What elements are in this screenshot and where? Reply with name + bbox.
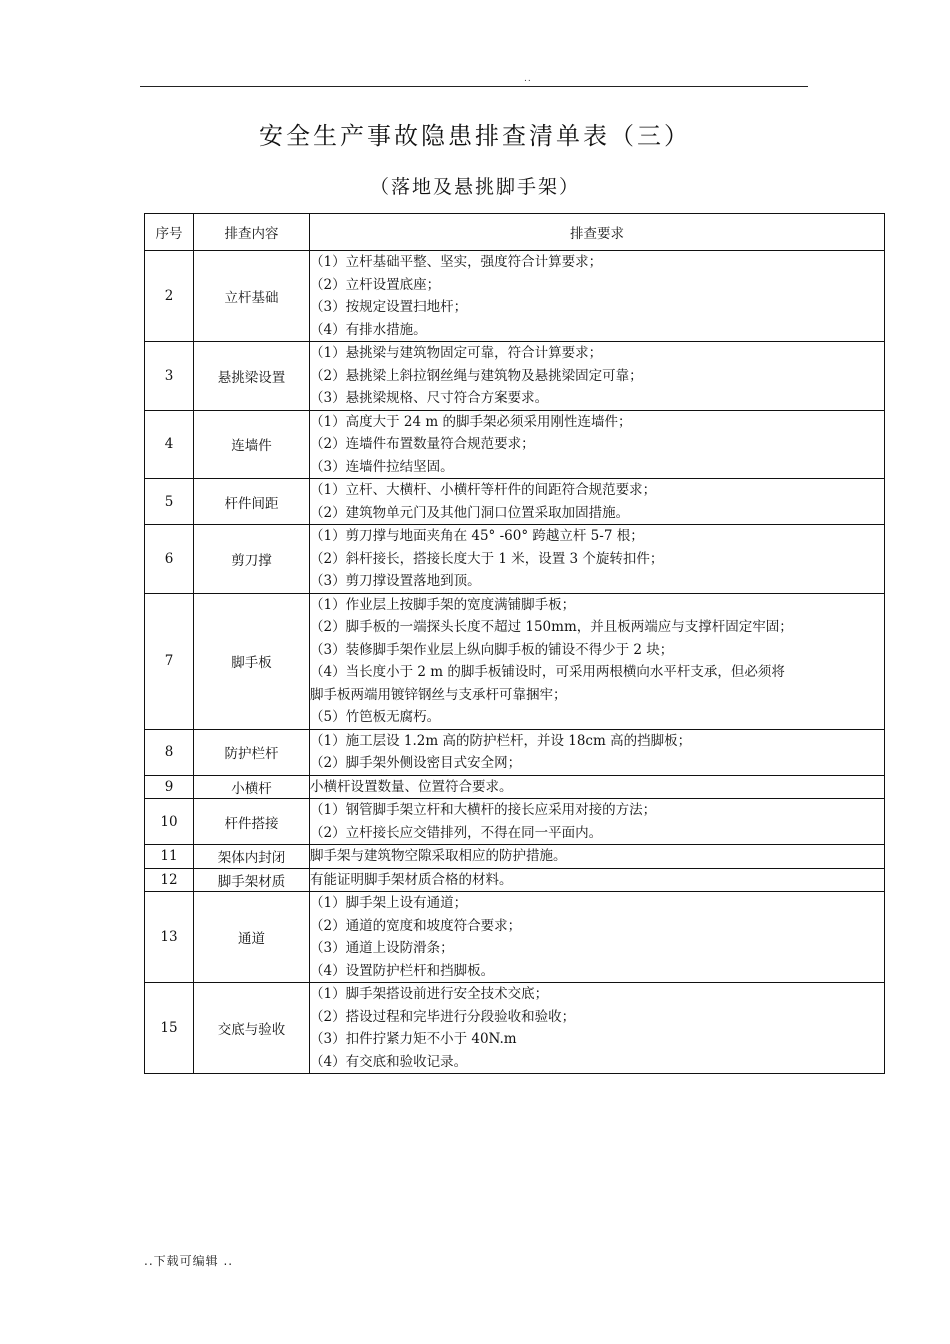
- requirement-line: （1）钢管脚手架立杆和大横杆的接长应采用对接的方法；: [310, 802, 657, 818]
- requirement-line: （2）脚手架外侧设密目式安全网；: [310, 755, 522, 771]
- row-number: 2: [145, 251, 194, 342]
- table-row: [145, 892, 885, 983]
- table-row: [145, 799, 885, 845]
- row-requirements: [310, 799, 885, 845]
- row-item: 通道: [194, 892, 310, 983]
- row-requirements: [310, 251, 885, 342]
- row-item: 脚手板: [194, 593, 310, 729]
- requirement-line: （2）立杆接长应交错排列，不得在同一平面内。: [310, 824, 603, 841]
- row-requirements: [310, 593, 885, 729]
- row-item: 防护栏杆: [194, 729, 310, 775]
- requirement-line: （5）竹笆板无腐朽。: [310, 709, 441, 725]
- row-number: 7: [145, 593, 194, 729]
- row-item: 杆件搭接: [194, 799, 310, 845]
- row-item: 立杆基础: [194, 251, 310, 342]
- requirement-line: （1）脚手架上设有通道；: [310, 895, 468, 911]
- requirement-line: （4）有排水措施。: [310, 321, 427, 338]
- row-item: 剪刀撑: [194, 525, 310, 594]
- row-requirements: [310, 410, 885, 479]
- requirement-line: （2）建筑物单元门及其他门洞口位置采取加固措施。: [310, 504, 630, 521]
- header-dots: ..: [524, 74, 532, 84]
- table-row: [145, 775, 885, 799]
- table-row: [145, 868, 885, 892]
- table-row: [145, 729, 885, 775]
- row-requirements: [310, 983, 885, 1074]
- table-row: [145, 479, 885, 525]
- row-item: 脚手架材质: [194, 868, 310, 892]
- row-number: 13: [145, 892, 194, 983]
- requirement-line: （2）立杆设置底座；: [310, 276, 441, 293]
- requirement-line: （4）当长度小于 2 m 的脚手板铺设时，可采用两根横向水平杆支承，但必须将: [310, 664, 785, 680]
- requirement-line: （3）按规定设置扫地杆；: [310, 299, 468, 315]
- row-item: 交底与验收: [194, 983, 310, 1074]
- row-item: 架体内封闭: [194, 845, 310, 869]
- row-number: 3: [145, 342, 194, 411]
- row-item: 小横杆: [194, 775, 310, 799]
- requirement-line: （1）悬挑梁与建筑物固定可靠，符合计算要求；: [310, 345, 603, 361]
- row-requirements: [310, 775, 885, 799]
- document-subtitle: （落地及悬挑脚手架）: [369, 176, 580, 198]
- requirement-line: 脚手架与建筑物空隙采取相应的防护措施。: [310, 848, 567, 864]
- row-item: 悬挑梁设置: [194, 342, 310, 411]
- row-number: 11: [145, 845, 194, 869]
- row-number: 15: [145, 983, 194, 1074]
- table-row: [145, 342, 885, 411]
- requirement-line: （3）连墙件拉结坚固。: [310, 458, 454, 475]
- table-row: [145, 251, 885, 342]
- requirement-line: 小横杆设置数量、位置符合要求。: [310, 778, 513, 795]
- requirement-line: （2）通道的宽度和坡度符合要求；: [310, 917, 522, 934]
- row-item: 杆件间距: [194, 479, 310, 525]
- row-requirements: [310, 868, 885, 892]
- requirement-line: （1）施工层设 1.2m 高的防护栏杆，并设 18cm 高的挡脚板；: [310, 732, 692, 749]
- requirement-line: （2）搭设过程和完毕进行分段验收和验收；: [310, 1008, 576, 1025]
- requirement-line: （2）斜杆接长，搭接长度大于 1 米，设置 3 个旋转扣件；: [310, 550, 664, 567]
- table-row: [145, 410, 885, 479]
- requirement-line: 脚手板两端用镀锌钢丝与支承杆可靠捆牢；: [310, 686, 567, 703]
- requirement-line: （3）扣件拧紧力矩不小于 40N.m: [310, 1031, 517, 1047]
- row-number: 6: [145, 525, 194, 594]
- requirement-line: 有能证明脚手架材质合格的材料。: [310, 871, 513, 888]
- requirement-line: （3）剪刀撑设置落地到顶。: [310, 573, 481, 589]
- checklist-table: [144, 213, 885, 1074]
- table-row: [145, 593, 885, 729]
- requirement-line: （1）剪刀撑与地面夹角在 45° -60° 跨越立杆 5-7 根；: [310, 528, 644, 544]
- requirement-line: （3）悬挑梁规格、尺寸符合方案要求。: [310, 390, 549, 406]
- requirement-line: （3）通道上设防滑条；: [310, 940, 454, 956]
- requirement-line: （2）脚手板的一端探头长度不超过 150mm，并且板两端应与支撑杆固定牢固；: [310, 619, 793, 635]
- table-body: [145, 251, 885, 1074]
- requirement-line: （1）脚手架搭设前进行安全技术交底；: [310, 986, 549, 1002]
- requirement-line: （1）立杆、大横杆、小横杆等杆件的间距符合规范要求；: [310, 482, 657, 498]
- row-requirements: [310, 845, 885, 869]
- row-requirements: [310, 525, 885, 594]
- document-title: 安全生产事故隐患排查清单表（三）: [259, 122, 691, 150]
- table-row: [145, 983, 885, 1074]
- row-number: 4: [145, 410, 194, 479]
- row-requirements: [310, 892, 885, 983]
- row-item: 连墙件: [194, 410, 310, 479]
- header-no: 序号: [145, 214, 194, 251]
- header-rule: [140, 86, 808, 87]
- requirement-line: （1）高度大于 24 m 的脚手架必须采用刚性连墙件；: [310, 413, 632, 430]
- table-row: [145, 845, 885, 869]
- footer-text: ..下载可编辑 ..: [144, 1254, 234, 1268]
- table-header-row: [145, 214, 885, 251]
- row-requirements: [310, 479, 885, 525]
- row-number: 5: [145, 479, 194, 525]
- requirement-line: （2）连墙件布置数量符合规范要求；: [310, 436, 535, 452]
- row-number: 8: [145, 729, 194, 775]
- requirement-line: （4）有交底和验收记录。: [310, 1053, 468, 1070]
- table-row: [145, 525, 885, 594]
- requirement-line: （1）作业层上按脚手架的宽度满铺脚手板；: [310, 596, 576, 613]
- requirement-line: （3）装修脚手架作业层上纵向脚手板的铺设不得少于 2 块；: [310, 641, 674, 658]
- requirement-line: （2）悬挑梁上斜拉钢丝绳与建筑物及悬挑梁固定可靠；: [310, 367, 643, 384]
- header-requirements: 排查要求: [310, 214, 885, 251]
- row-number: 10: [145, 799, 194, 845]
- row-number: 12: [145, 868, 194, 892]
- requirement-line: （1）立杆基础平整、坚实，强度符合计算要求；: [310, 254, 603, 270]
- row-requirements: [310, 342, 885, 411]
- row-requirements: [310, 729, 885, 775]
- header-item: 排查内容: [194, 214, 310, 251]
- row-number: 9: [145, 775, 194, 799]
- requirement-line: （4）设置防护栏杆和挡脚板。: [310, 962, 495, 979]
